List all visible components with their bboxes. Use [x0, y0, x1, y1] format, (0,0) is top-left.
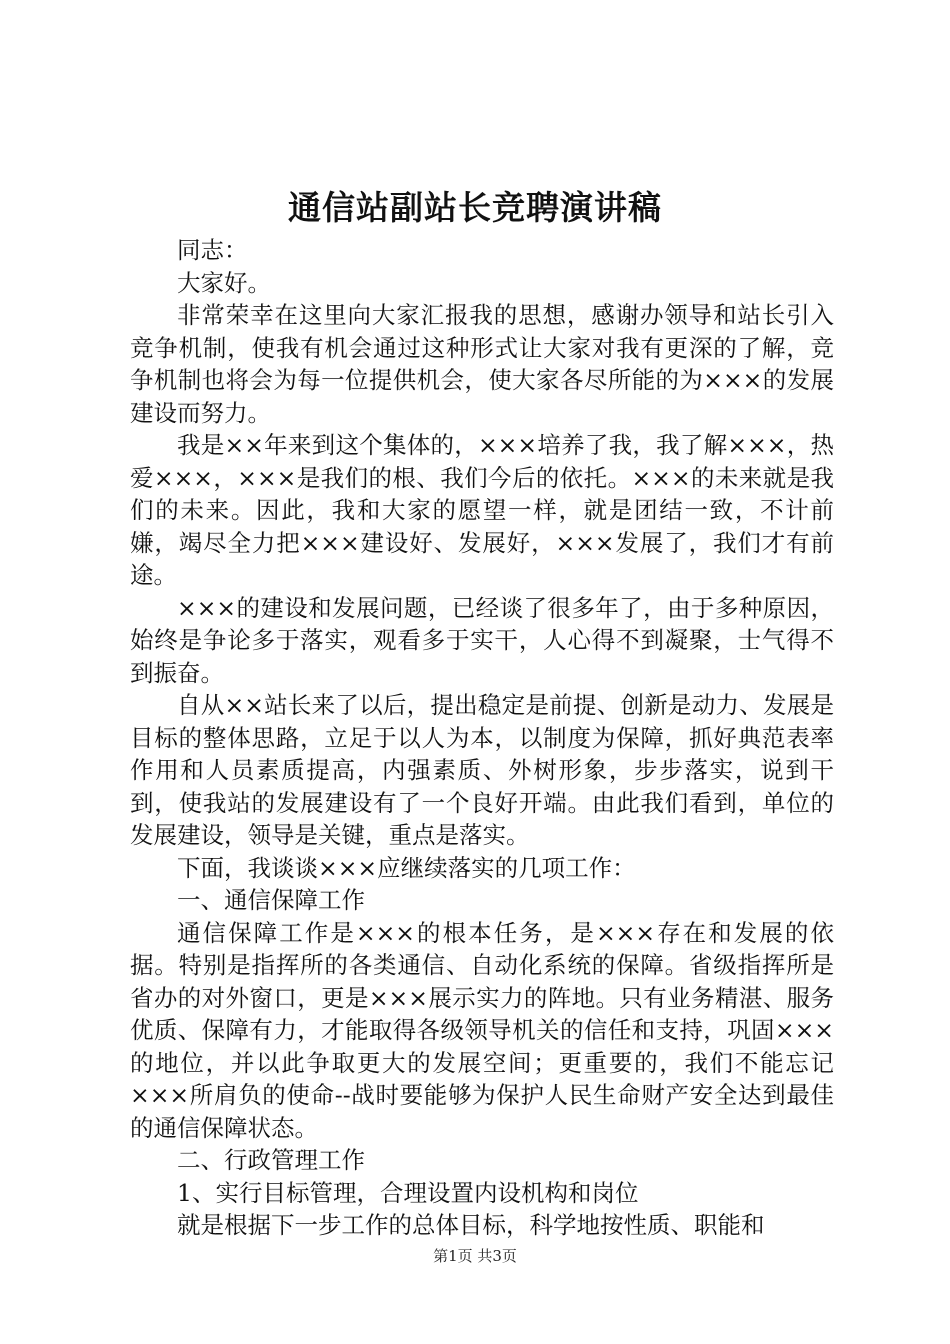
document-body: [130, 234, 834, 1242]
salutation: 同志：: [177, 236, 248, 264]
subsection-heading: 1、实行目标管理，合理设置内设机构和岗位: [177, 1178, 639, 1207]
section-heading: 一、通信保障工作: [177, 886, 365, 914]
body-paragraph: ×××的建设和发展问题，已经谈了很多年了，由于多种原因，始终是争论多于落实，观看多于实干，人心得不到凝聚，士气得不到振奋。: [130, 593, 834, 687]
section-heading: 二、行政管理工作: [177, 1146, 365, 1174]
greeting: 大家好。: [177, 268, 271, 297]
body-paragraph: 通信保障工作是×××的根本任务，是×××存在和发展的依据。特别是指挥所的各类通信、自动化系统的保障。省级指挥所是省办的对外窗口，更是×××展示实力的阵地。只有业务精湛、服务优质、保障有力，才能取得各级领导机关的信任和支持，巩固×××的地位，并以此争取更大的发展空间；更重要的，我们不能忘记×××所肩负的使命--战时要能够为保护人民生命财产安全达到最佳的通信保障状态。: [130, 918, 834, 1142]
body-paragraph: 自从××站长来了以后，提出稳定是前提、创新是动力、发展是目标的整体思路，立足于以人为本，以制度为保障，抓好典范表率作用和人员素质提高，内强素质、外树形象，步步落实，说到干到，使我站的发展建设有了一个良好开端。由此我们看到，单位的发展建设，领导是关键，重点是落实。: [130, 691, 834, 849]
body-paragraph: 我是××年来到这个集体的，×××培养了我，我了解×××，热爱×××，×××是我们的根、我们今后的依托。×××的未来就是我们的未来。因此，我和大家的愿望一样，就是团结一致，不计前嫌，竭尽全力把×××建设好、发展好，×××发展了，我们才有前途。: [130, 431, 834, 589]
body-paragraph: 下面，我谈谈×××应继续落实的几项工作：: [177, 853, 636, 882]
body-paragraph: 就是根据下一步工作的总体目标，科学地按性质、职能和: [177, 1211, 765, 1239]
body-paragraph: 非常荣幸在这里向大家汇报我的思想，感谢办领导和站长引入竞争机制，使我有机会通过这种形式让大家对我有更深的了解，竞争机制也将会为每一位提供机会，使大家各尽所能的为×××的发展建设而努力。: [130, 301, 834, 427]
page-footer: 第1页 共3页: [433, 1247, 517, 1265]
document-title: 通信站副站长竞聘演讲稿: [288, 188, 662, 227]
